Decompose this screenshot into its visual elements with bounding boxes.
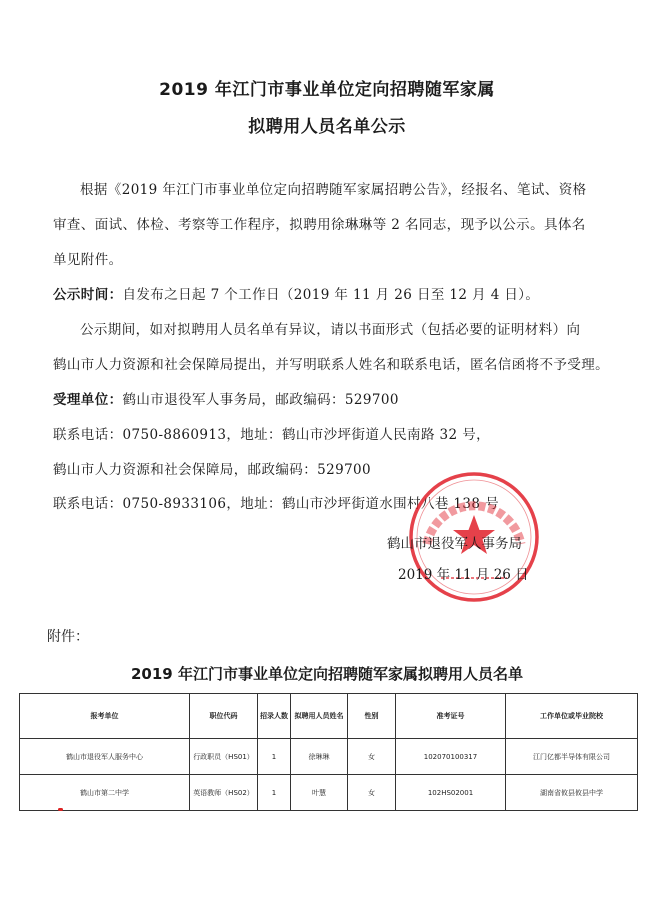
header-exam-number: 准考证号 [396,694,506,739]
objection-line-1: 公示期间，如对拟聘用人员名单有异议，请以书面形式（包括必要的证明材料）向 [80,322,581,338]
unit-line-2: 鹤山市人力资源和社会保障局，邮政编码：529700 [53,462,372,478]
cell-gender: 女 [348,775,396,811]
intro-line-3: 单见附件。 [53,252,123,268]
header-name: 拟聘用人员姓名 [291,694,348,739]
cell-name: 叶慧 [291,775,348,811]
cell-position-code: 英语教师（HS02） [190,775,258,811]
publicity-period-text: 自发布之日起 7 个工作日（2019 年 11 月 26 日至 12 月 4 日）。 [122,287,540,303]
notice-title-line-2: 拟聘用人员名单公示 [248,117,406,137]
accepting-unit [53,390,608,410]
signature-org: 鹤山市退役军人事务局 [387,536,522,552]
header-position-code: 职位代码 [190,694,258,739]
notice-title-line-1: 2019 年江门市事业单位定向招聘随军家属 [159,80,495,100]
contact-line-2: 联系电话：0750-8933106，地址：鹤山市沙坪街道水围村八巷 138 号 [53,496,499,512]
cell-employer: 湖南省攸县攸县中学 [506,775,638,811]
accepting-unit-text: 鹤山市退役军人事务局，邮政编码：529700 [122,392,399,408]
header-employer: 工作单位或毕业院校 [506,694,638,739]
table-header-row [20,694,638,739]
cell-headcount: 1 [258,775,291,811]
candidate-table [19,693,638,811]
publicity-period-label: 公示时间： [53,287,123,303]
intro-line-2: 审查、面试、体检、考察等工作程序，拟聘用徐琳琳等 2 名同志，现予以公示。具体名 [53,217,586,233]
red-mark [58,808,63,811]
table-row [20,775,638,811]
cell-name: 徐琳琳 [291,739,348,775]
contact-line-1: 联系电话：0750-8860913，地址：鹤山市沙坪街道人民南路 32 号， [53,427,491,443]
cell-exam-number: 102HS02001 [396,775,506,811]
publicity-period [53,285,608,305]
objection-line-2: 鹤山市人力资源和社会保障局提出，并写明联系人姓名和联系电话，匿名信函将不予受理。 [53,357,609,373]
header-unit: 报考单位 [20,694,190,739]
table-row [20,739,638,775]
cell-headcount: 1 [258,739,291,775]
cell-employer: 江门亿都半导体有限公司 [506,739,638,775]
list-title: 2019 年江门市事业单位定向招聘随军家属拟聘用人员名单 [131,665,523,683]
header-headcount: 招录人数 [258,694,291,739]
intro-line-1: 根据《2019 年江门市事业单位定向招聘随军家属招聘公告》，经报名、笔试、资格 [80,182,587,198]
header-gender: 性别 [348,694,396,739]
cell-gender: 女 [348,739,396,775]
cell-unit: 鹤山市第二中学 [20,775,190,811]
attachment-label: 附件： [47,629,89,645]
accepting-unit-label: 受理单位： [53,392,123,408]
cell-unit: 鹤山市退役军人服务中心 [20,739,190,775]
cell-position-code: 行政职员（HS01） [190,739,258,775]
cell-exam-number: 102070100317 [396,739,506,775]
signature-date: 2019 年 11 月 26 日 [398,567,529,583]
